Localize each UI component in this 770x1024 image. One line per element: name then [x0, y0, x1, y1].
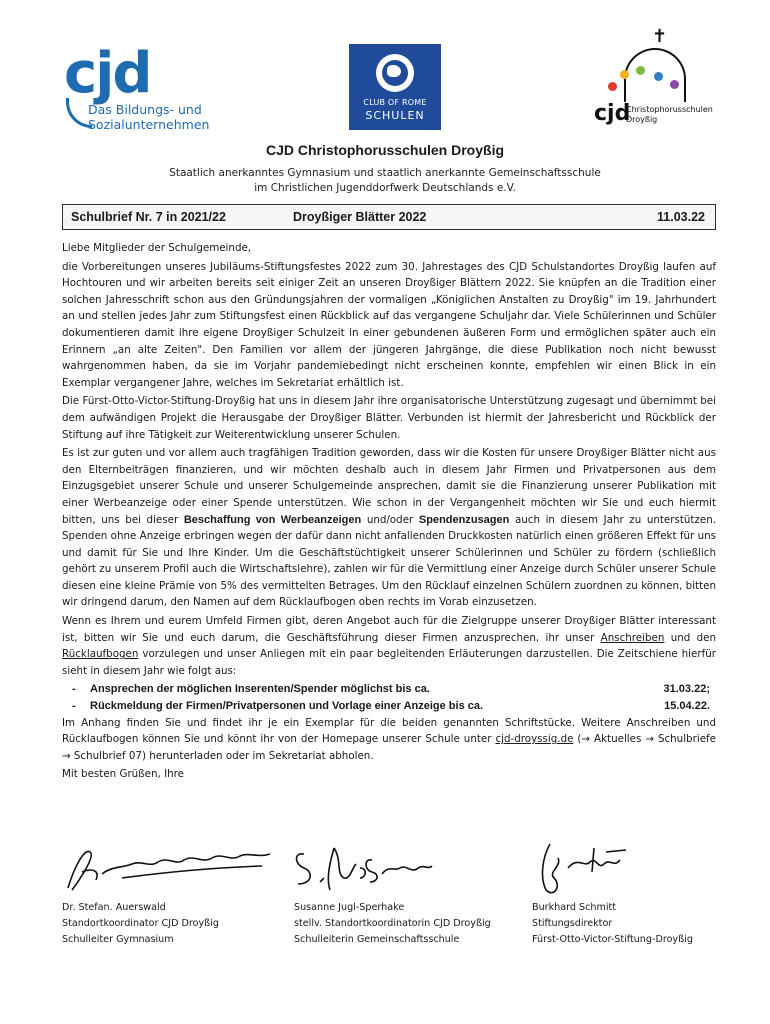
- signer-name: Burkhard Schmitt: [532, 902, 617, 913]
- homepage-link[interactable]: cjd-droyssig.de: [495, 733, 574, 746]
- christophorus-logo-mark: cjd: [594, 101, 631, 126]
- school-subtitle-line1: Staatlich anerkanntes Gymnasium und staatlich anerkannte Gemeinschaftsschule: [169, 167, 601, 179]
- letter-body: [62, 240, 716, 785]
- deadline-date: 31.03.22;: [663, 683, 710, 696]
- school-subtitle: [0, 166, 770, 196]
- signature-schmitt: [532, 838, 632, 898]
- paragraph-5: [62, 715, 716, 765]
- bullet-dash: -: [72, 683, 76, 696]
- deadline-text: Rückmeldung der Firmen/Privatpersonen und Vorlage einer Anzeige bis ca.: [90, 700, 484, 713]
- signer-name: Susanne Jugl-Sperhake: [294, 902, 405, 913]
- cross-icon: ✝: [652, 26, 668, 47]
- club-of-rome-logo: [349, 44, 441, 130]
- signer-schmitt: [532, 900, 693, 949]
- christophorus-logo-line1: Christophorusschulen: [626, 105, 713, 114]
- letter-info-bar: [62, 204, 716, 230]
- letter-number: Schulbrief Nr. 7 in 2021/22: [71, 210, 226, 224]
- signer-jugl-sperhake: [294, 900, 491, 949]
- signer-role-secondary: Schulleiterin Gemeinschaftsschule: [294, 934, 460, 946]
- christophorus-logo-text: [626, 105, 713, 125]
- cjd-logo: [64, 41, 244, 136]
- cover-letter-reference: Anschreiben: [600, 631, 665, 644]
- paragraph-4-text-b: und den: [664, 631, 716, 644]
- signer-role: stellv. Standortkoordinatorin CJD Droyßig: [294, 918, 491, 930]
- signer-role: Stiftungsdirektor: [532, 918, 613, 930]
- bullet-dash: -: [72, 700, 76, 713]
- cjd-logo-tagline: [88, 102, 209, 132]
- ads-emphasis: Beschaffung von Werbeanzeigen: [183, 513, 362, 526]
- signer-role-secondary: Fürst-Otto-Victor-Stiftung-Droyßig: [532, 934, 693, 946]
- signature-jugl-sperhake: [290, 838, 436, 898]
- figure-icon: [620, 70, 629, 79]
- deadline-list: [62, 681, 716, 714]
- deadline-date: 15.04.22.: [664, 700, 710, 713]
- club-of-rome-schools-label: SCHULEN: [365, 109, 425, 122]
- paragraph-4-text-c: vorzulegen und unser Anliegen mit ein paar begleitenden Erläuterungen darzustellen. Die Zeitschiene hierfür sieht in diesem Jahr wie folgt aus:: [62, 648, 716, 677]
- paragraph-3-text-a: Es ist zur guten und vor allem auch tragfähigen Tradition geworden, dass wir die Kosten für unsere Droyßiger Blätter nicht aus den Elternbeiträgen finanzieren, und wir möchten deshalb auch in diesem Jahr Firmen und Privatpersonen aus dem Einzugsgebiet unserer Schule und unserer Schulgemeinde ansprechen, damit sie die Finanzierung unserer Publikation mit einer Werbeanzeige oder einer Spende unterstützen. Wie schon in der Vergangenheit möchten wir Sie und euch hiermit bitten, uns bei dieser: [62, 447, 716, 526]
- globe-icon-land: [387, 65, 401, 77]
- paragraph-3-text-b: und/oder: [361, 513, 419, 526]
- reply-form-reference: Rücklaufbogen: [62, 648, 139, 661]
- paragraph-1: die Vorbereitungen unseres Jubiläums-Stiftungsfestes 2022 zum 30. Jahrestages des CJD Schulstandortes Droyßig laufen auf Hochtouren und wir arbeiten bereits seit einiger Zeit an unseren Droyßiger Blättern 2022. Sie knüpfen an die Tradition einer solchen Jahresschrift schon aus den Gründungsjahren der vormaligen „Königlichen Anstalten zu Droyßig" im 19. Jahrhundert an und stellen jedes Jahr zum Stiftungsfest einen Rückblick auf das vergangene Schuljahr dar. Viele Schülerinnen und Schüler dokumentieren damit ihre eigene Droyßiger Schulzeit in einer gebundenen äußeren Form und ermöglichen später auch ein Erinnern „an alte Zeiten". Den Familien vor allem der jüngeren Jahrgänge, die diese Publikation noch nicht bewusst wahrgenommen haben, da sie im Vorjahr pandemiebedingt nicht erscheinen konnte, empfehlen wir einen Blick in ein Exemplar vergangener Jahre, welches im Sekretariat erhältlich ist.: [62, 260, 716, 389]
- figure-icon: [670, 80, 679, 89]
- paragraph-3: [62, 445, 716, 611]
- paragraph-5-text-a: Im Anhang finden Sie und findet ihr je ein Exemplar für die beiden genannten Schriftstücke. Weitere Anschreiben und Rücklaufbogen können Sie und könnt ihr von der Homepage unserer Schule unter: [62, 716, 716, 746]
- paragraph-5-text-b: (→ Aktuelles → Schulbriefe → Schulbrief 07) herunterladen oder im Sekretariat abholen.: [62, 733, 716, 762]
- school-title: CJD Christophorusschulen Droyßig: [265, 142, 505, 158]
- signature-scribble: [290, 838, 436, 898]
- signature-scribble: [62, 838, 276, 898]
- paragraph-4-text-a: Wenn es Ihrem und eurem Umfeld Firmen gibt, deren Angebot auch für die Zielgruppe unserer Droyßiger Blätter interessant ist, bitten wir Sie und euch darum, die Geschäftsführung dieser Firmen anzusprechen, ihr unser: [62, 615, 716, 644]
- cjd-logo-mark: cjd: [64, 41, 151, 106]
- cjd-logo-line1: Das Bildungs- und: [88, 102, 202, 117]
- donations-emphasis: Spendenzusagen: [418, 513, 510, 526]
- signature-auerswald: [62, 838, 276, 898]
- deadline-item: [62, 698, 716, 715]
- salutation: Liebe Mitglieder der Schulgemeinde,: [62, 242, 252, 254]
- figure-icon: [608, 82, 617, 91]
- paragraph-2: Die Fürst-Otto-Victor-Stiftung-Droyßig hat uns in diesem Jahr ihre organisatorische Unterstützung zugesagt und übernimmt bei dem aufwändigen Projekt die Herausgabe der Droyßiger Blätter. Verbunden ist hiermit der Jahresbericht und Rückblick der Stiftung auf ihre Tätigkeit zur Weiterentwicklung unserer Schulen.: [62, 395, 716, 441]
- signature-scribble: [532, 838, 632, 898]
- christophorus-logo-line2: Droyßig: [626, 115, 658, 124]
- signer-auerswald: [62, 900, 219, 949]
- figure-icon: [654, 72, 663, 81]
- signer-role-secondary: Schulleiter Gymnasium: [62, 934, 174, 946]
- letter-subject: Droyßiger Blätter 2022: [293, 210, 427, 224]
- paragraph-4: [62, 613, 716, 679]
- figure-icon: [636, 66, 645, 75]
- christophorusschulen-logo: [588, 26, 718, 132]
- school-subtitle-line2: im Christlichen Jugenddorfwerk Deutschlands e.V.: [254, 182, 516, 194]
- letter-date: 11.03.22: [657, 210, 705, 224]
- club-of-rome-label: CLUB OF ROME: [363, 98, 427, 107]
- cjd-logo-line2: Sozialunternehmen: [88, 117, 210, 132]
- paragraph-3-text-c: auch in diesem Jahr zu unterstützen. Spenden ohne Anzeige erbringen wegen der dafür dann nicht anfallenden Druckkosten natürlich einen größeren Effekt für uns und damit für Sie und Ihre Kinder. Um die Geschäftstüchtigkeit unserer Schülerinnen und Schüler zu fördern (schließlich gehört zu unserem Profil auch die Wirtschaftslehre), zahlen wir für die Vermittlung einer Anzeige durch Schüler unserer Schule diesen eine kleine Prämie von 5% des vermittelten Betrages. Um den Rücklauf einzelnen Schülern zuordnen zu können, bitten wir dringend darum, den Namen auf dem Rücklaufbogen oben rechts im Vorab einzusetzen.: [62, 513, 716, 609]
- deadline-item: [62, 681, 716, 698]
- signer-name: Dr. Stefan. Auerswald: [62, 902, 166, 913]
- signer-role: Standortkoordinator CJD Droyßig: [62, 918, 219, 930]
- deadline-text: Ansprechen der möglichen Inserenten/Spender möglichst bis ca.: [90, 683, 430, 696]
- closing: Mit besten Grüßen, Ihre: [62, 768, 184, 781]
